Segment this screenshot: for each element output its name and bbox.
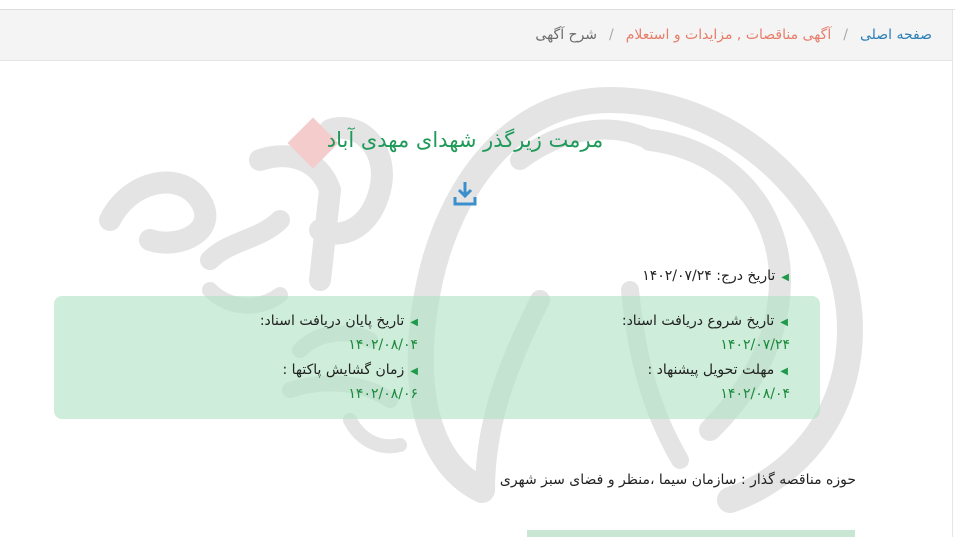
- tendering-organization: [500, 472, 856, 488]
- doc-start-label: تاریخ شروع دریافت اسناد:: [621, 313, 775, 329]
- doc-start-field: [622, 313, 788, 329]
- bullet-triangle-icon: ◀: [780, 317, 788, 328]
- bullet-triangle-icon: ◀: [781, 272, 789, 283]
- table-header-strip: [527, 530, 855, 537]
- tender-title: مرمت زیرگذر شهدای مهدی آباد: [326, 128, 604, 152]
- doc-end-value: ۱۴۰۲/۰۸/۰۴: [348, 337, 418, 353]
- bullet-triangle-icon: ◀: [410, 366, 418, 377]
- submit-deadline-value: ۱۴۰۲/۰۸/۰۴: [720, 386, 790, 402]
- opening-time-value: ۱۴۰۲/۰۸/۰۶: [348, 386, 418, 402]
- breadcrumb-separator: /: [843, 27, 848, 43]
- download-icon[interactable]: [452, 180, 478, 208]
- submit-deadline-label: مهلت تحویل پیشنهاد :: [647, 362, 775, 378]
- organization-label: حوزه مناقصه گذار :: [740, 472, 856, 488]
- breadcrumb-current: شرح آگهی: [535, 27, 598, 43]
- submit-deadline-field: [647, 362, 788, 378]
- bullet-triangle-icon: ◀: [780, 366, 788, 377]
- opening-time-label: زمان گشایش پاکتها :: [282, 362, 405, 378]
- breadcrumb-home-link[interactable]: صفحه اصلی: [859, 27, 932, 43]
- breadcrumb-separator: /: [609, 27, 614, 43]
- publish-date-label: تاریخ درج:: [716, 268, 776, 284]
- content-border: [952, 10, 953, 537]
- doc-end-field: [260, 313, 418, 329]
- breadcrumb-tenders-link[interactable]: آگهی مناقصات , مزایدات و استعلام: [625, 27, 832, 43]
- opening-time-field: [282, 362, 418, 378]
- doc-start-value: ۱۴۰۲/۰۷/۲۴: [720, 337, 790, 353]
- publish-date-row: [642, 268, 789, 284]
- bullet-triangle-icon: ◀: [410, 317, 418, 328]
- organization-name: سازمان سیما ،منظر و فضای سبز شهری: [499, 472, 737, 488]
- doc-end-label: تاریخ پایان دریافت اسناد:: [259, 313, 405, 329]
- tender-details-box: [54, 296, 820, 419]
- publish-date-value: ۱۴۰۲/۰۷/۲۴: [642, 268, 712, 284]
